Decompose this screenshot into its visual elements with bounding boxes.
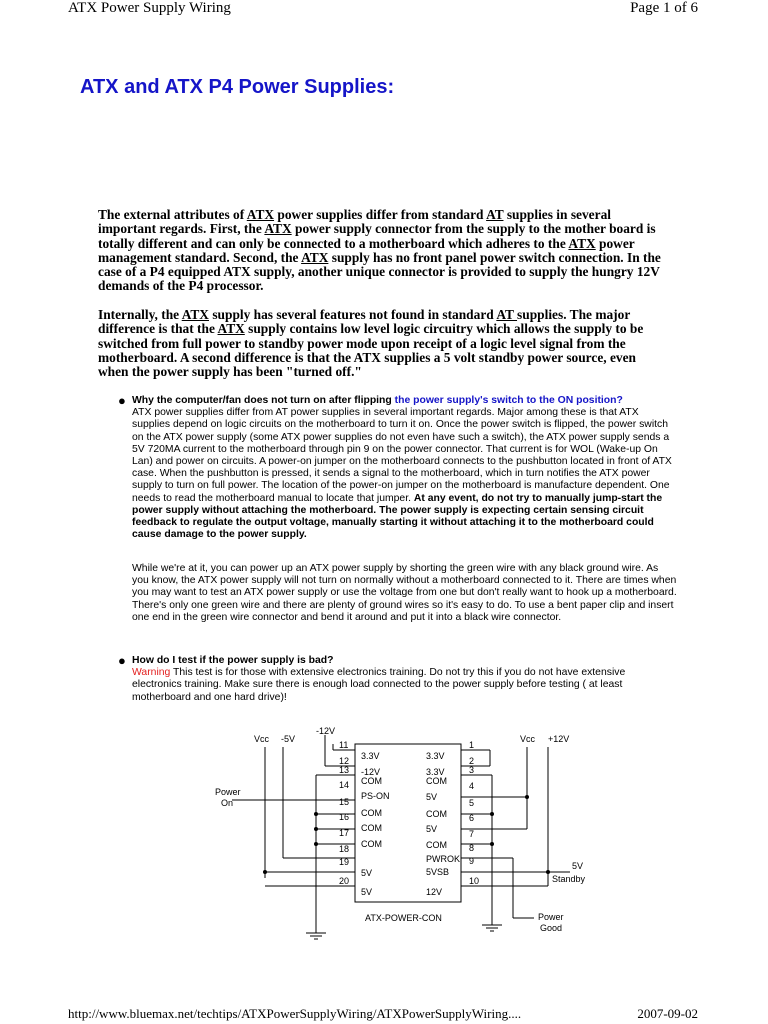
at-link[interactable]: AT (496, 307, 518, 322)
pin-label: 5V (361, 887, 373, 897)
pin-number: 20 (339, 876, 350, 886)
intro-paragraph-1: The external attributes of ATX power supplies differ from standard AT supplies in several important regards. First, the ATX power supply connector from the supply to the mother board is totally different and can only be connected to a motherboard which adheres to the ATX power management standard. Second, the ATX supply has no front panel power switch connection. In the case of a P4 equipped ATX supply, another unique connector is provided to supply the hungry 12V demands of the P4 processor. (98, 207, 661, 294)
pin-label: PWROK (426, 854, 461, 864)
label-power-on-2: On (221, 798, 234, 808)
switch-on-link[interactable]: the power supply's switch to the ON position? (394, 395, 623, 406)
pin-label: 5VSB (426, 867, 450, 877)
pin-number: 18 (339, 844, 350, 854)
pin-number: 6 (469, 813, 475, 823)
pin-number: 1 (469, 740, 475, 750)
intro-paragraph-2: Internally, the ATX supply has several features not found in standard AT supplies. The major difference is that the ATX supply contains low level logic circuitry which allows the supply to be switched from full power to standby power mode upon receipt of a logic level signal from the motherboard. A second difference is that the ATX supplies a 5 volt standby power source, even when the power supply has been "turned off." (98, 307, 644, 380)
connector-name: ATX-POWER-CON (365, 913, 442, 923)
atx-link[interactable]: ATX (181, 307, 209, 322)
atx-link[interactable]: ATX (301, 249, 329, 265)
pin-number: 11 (339, 740, 349, 750)
pin-number: 13 (339, 765, 350, 775)
pin-label: COM (426, 776, 447, 786)
atx-link[interactable]: ATX (568, 235, 596, 251)
pin-number: 14 (339, 780, 350, 790)
label-standby-2: Standby (552, 874, 586, 884)
pin-label: 12V (426, 887, 443, 897)
pin-number: 9 (469, 856, 475, 866)
pin-number: 17 (339, 828, 350, 838)
pin-number: 8 (469, 843, 475, 853)
pin-label: 3.3V (426, 751, 445, 761)
label-power-good-1: Power (538, 912, 564, 922)
label-power-on-1: Power (215, 787, 241, 797)
pin-number: 15 (339, 797, 350, 807)
pin-label: 3.3V (361, 751, 380, 761)
bullet-1-paperclip-text: While we're at it, you can power up an ATX power supply by shorting the green wire with any black ground wire. As you know, the ATX power supply will not turn on normally without a motherboard connected to it. There are times when you may want to test an ATX power supply or use the voltage from one but don't really want to hook up a motherboard. There's only one green wire and there are plenty of ground wires so it's easy to do. To use a bent paper clip and insert one end in the green wire connector and bend it around and put it into a black wire connector. (132, 563, 677, 623)
header-doc-title: ATX Power Supply Wiring (68, 0, 231, 16)
pin-label: COM (426, 840, 447, 850)
pin-label: COM (361, 776, 382, 786)
bullet-dot: ● (118, 393, 126, 408)
label-power-good-2: Good (540, 923, 563, 933)
page-title: ATX and ATX P4 Power Supplies: (80, 76, 395, 98)
pin-number: 3 (469, 765, 475, 775)
bullet-dot: ● (118, 653, 126, 668)
footer-date: 2007-09-02 (637, 1006, 698, 1021)
label-minus5v: -5V (281, 734, 296, 744)
pin-number: 5 (469, 798, 475, 808)
pin-label: -12V (361, 767, 381, 777)
pin-label: COM (361, 823, 382, 833)
atx-link[interactable]: ATX (217, 321, 245, 337)
pin-number: 7 (469, 829, 475, 839)
label-minus12v: -12V (316, 726, 336, 736)
pin-number: 12 (339, 756, 350, 766)
warning-label: Warning (132, 667, 171, 679)
at-link[interactable]: AT (486, 207, 504, 222)
pin-label: PS-ON (361, 791, 390, 801)
footer-url[interactable]: http://www.bluemax.net/techtips/ATXPowerSupplyWiring/ATXPowerSupplyWiring.... (68, 1006, 522, 1021)
bullet-1-text: Why the computer/fan does not turn on after flipping the power supply's switch to the ON position? ATX power supplies differ from AT power supplies in several important regards. Major among these is that ATX supplies depend on logic circuits on the motherboard to turn it on. Once the power switch is flipped, the power switch on the ATX power supply (some ATX power supplies do not even have such a switch), the ATX power supply sends a 5V 720MA current to the motherboard through pin 9 on the power connector. That current is for WOL (Wake-up On Lan) and power on circuits. A power-on jumper on the motherboard connects to the pushbutton located in front of ATX case. When the pushbutton is pressed, it sends a signal to the motherboard, which in turn notifies the ATX power supply to turn on full power. The location of the power-on jumper on the motherboard is manufacture dependent. One needs to read the motherboard manual to locate that jumper. At any event, do not try to manually jump-start the power supply without attaching the motherboard. The power supply is expecting certain sensing circuit feedback to regulate the output voltage, manually starting it without attaching it to the motherboard could cause damage to the power supply. (132, 395, 672, 541)
pin-label: COM (426, 809, 447, 819)
label-plus12v: +12V (548, 734, 570, 744)
pin-label: 3.3V (426, 767, 445, 777)
label-standby-1: 5V (572, 861, 584, 871)
pin-label: COM (361, 839, 382, 849)
pin-label: 5V (426, 792, 438, 802)
header-page-number: Page 1 of 6 (630, 0, 698, 16)
pin-number: 4 (469, 781, 475, 791)
label-vcc-right: Vcc (520, 734, 536, 744)
atx-link[interactable]: ATX (264, 221, 292, 237)
pin-number: 19 (339, 857, 350, 867)
label-vcc-left: Vcc (254, 734, 270, 744)
pin-number: 16 (339, 812, 350, 822)
pin-label: 5V (426, 824, 438, 834)
pin-label: COM (361, 808, 382, 818)
pin-number: 2 (469, 756, 475, 766)
pin-number: 10 (469, 876, 480, 886)
bullet-2-text: How do I test if the power supply is bad? Warning This test is for those with extensive electronics training. Do not try this if you do not have extensive electronics training. Make sure there is enough load connected to the power supply before testing ( at least motherboard and one hard drive)! (132, 655, 626, 703)
pin-label: 5V (361, 868, 373, 878)
atx-link[interactable]: ATX (246, 207, 275, 222)
